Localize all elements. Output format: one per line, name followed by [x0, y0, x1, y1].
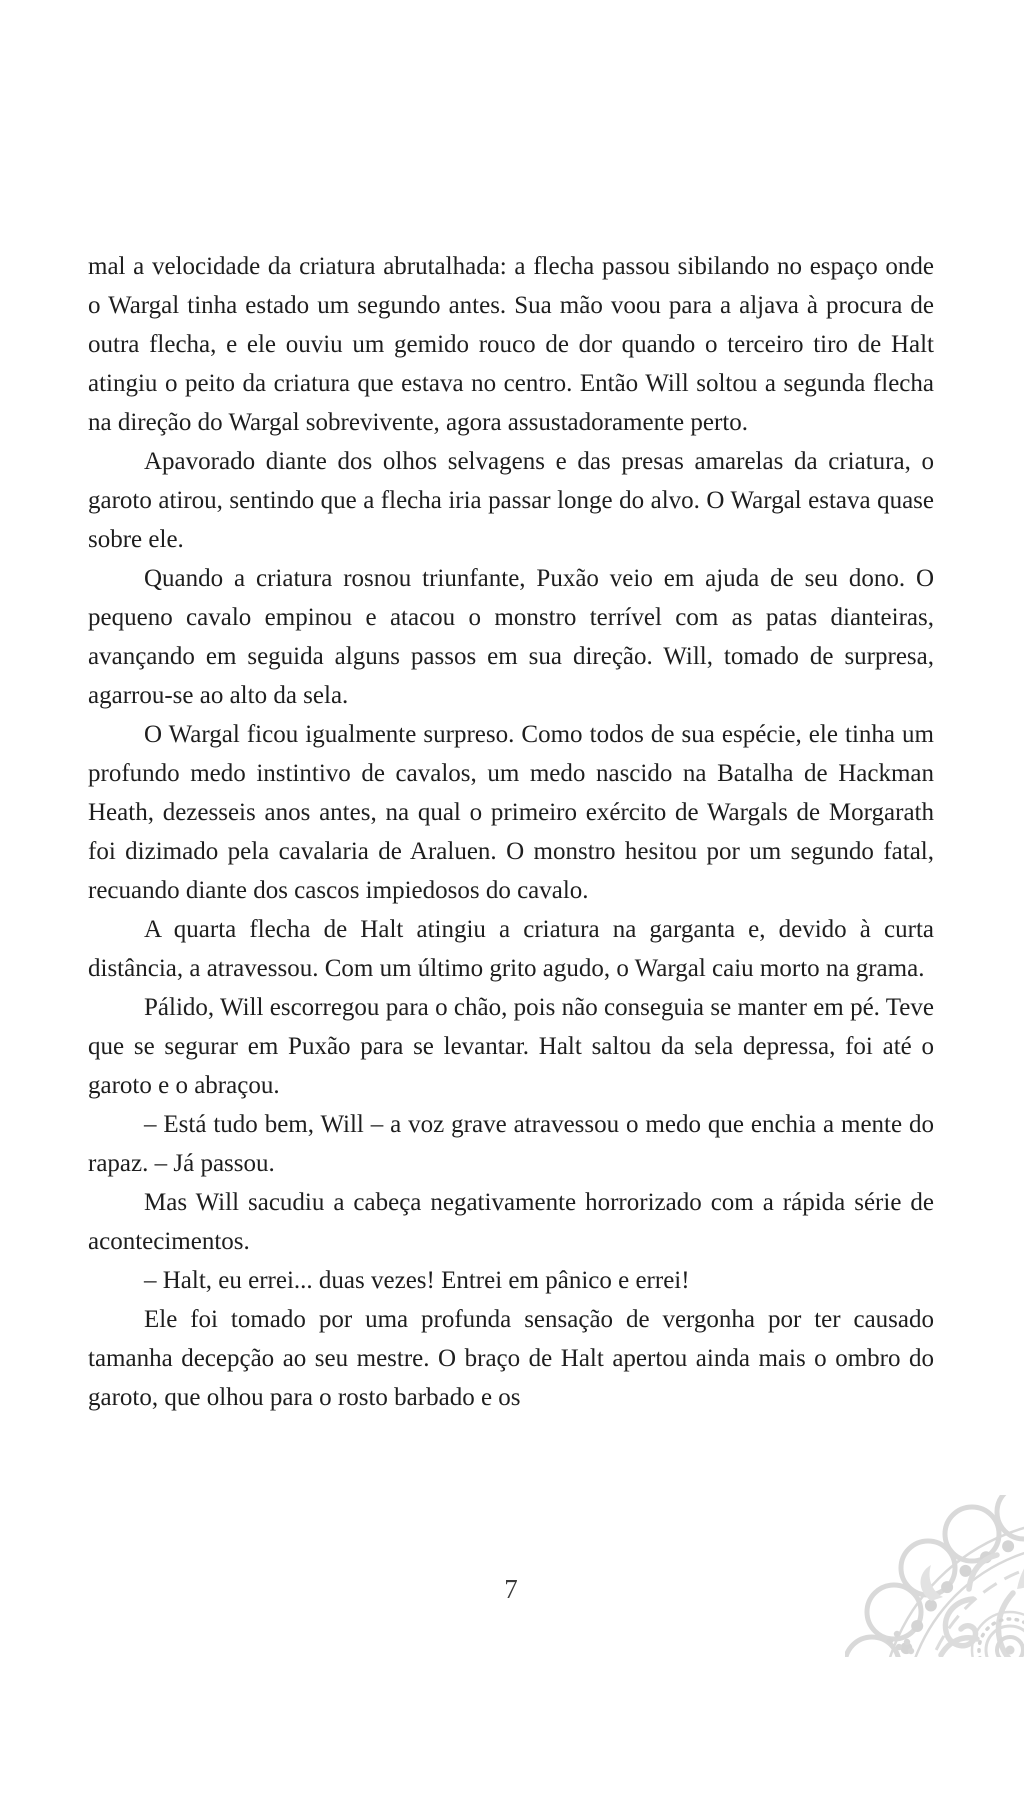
- body-paragraph: Quando a criatura rosnou triunfante, Puxão veio em ajuda de seu dono. O pequeno cavalo empinou e atacou o monstro terrível com as patas dianteiras, avançando em seguida alguns passos em sua direção. Will, tomado de surpresa, agarrou-se ao alto da sela.: [88, 565, 934, 709]
- body-paragraph: mal a velocidade da criatura abrutalhada: a flecha passou sibilando no espaço onde o Wargal tinha estado um segundo antes. Sua mão voou para a aljava à procura de outra flecha, e ele ouviu um gemido rouco de dor quando o terceiro tiro de Halt atingiu o peito da criatura que estava no centro. Então Will soltou a segunda flecha na direção do Wargal sobrevivente, agora assustadoramente perto.: [88, 253, 934, 436]
- body-paragraph: Apavorado diante dos olhos selvagens e das presas amarelas da criatura, o garoto atirou, sentindo que a flecha iria passar longe do alvo. O Wargal estava quase sobre ele.: [88, 448, 934, 553]
- body-paragraph: Ele foi tomado por uma profunda sensação de vergonha por ter causado tamanha decepção ao seu mestre. O braço de Halt apertou ainda mais o ombro do garoto, que olhou para o rosto barbado e os: [88, 1306, 934, 1411]
- body-paragraph: Mas Will sacudiu a cabeça negativamente horrorizado com a rápida série de acontecimentos.: [88, 1189, 934, 1255]
- body-paragraph: A quarta flecha de Halt atingiu a criatura na garganta e, devido à curta distância, a atravessou. Com um último grito agudo, o Wargal caiu morto na grama.: [88, 916, 934, 982]
- body-paragraph: Pálido, Will escorregou para o chão, pois não conseguia se manter em pé. Teve que se segurar em Puxão para se levantar. Halt saltou da sela depressa, foi até o garoto e o abraçou.: [88, 994, 934, 1099]
- page-number: 7: [504, 1574, 518, 1604]
- dialogue-paragraph: – Está tudo bem, Will – a voz grave atravessou o medo que enchia a mente do rapaz. – Já passou.: [88, 1111, 934, 1177]
- body-paragraph: O Wargal ficou igualmente surpreso. Como todos de sua espécie, ele tinha um profundo medo instintivo de cavalos, um medo nascido na Batalha de Hackman Heath, dezesseis anos antes, na qual o primeiro exército de Wargals de Morgarath foi dizimado pela cavalaria de Araluen. O monstro hesitou por um segundo fatal, recuando diante dos cascos impiedosos do cavalo.: [88, 721, 934, 904]
- body-text: [88, 247, 934, 1417]
- dialogue-paragraph: – Halt, eu errei... duas vezes! Entrei em pânico e errei!: [144, 1267, 690, 1294]
